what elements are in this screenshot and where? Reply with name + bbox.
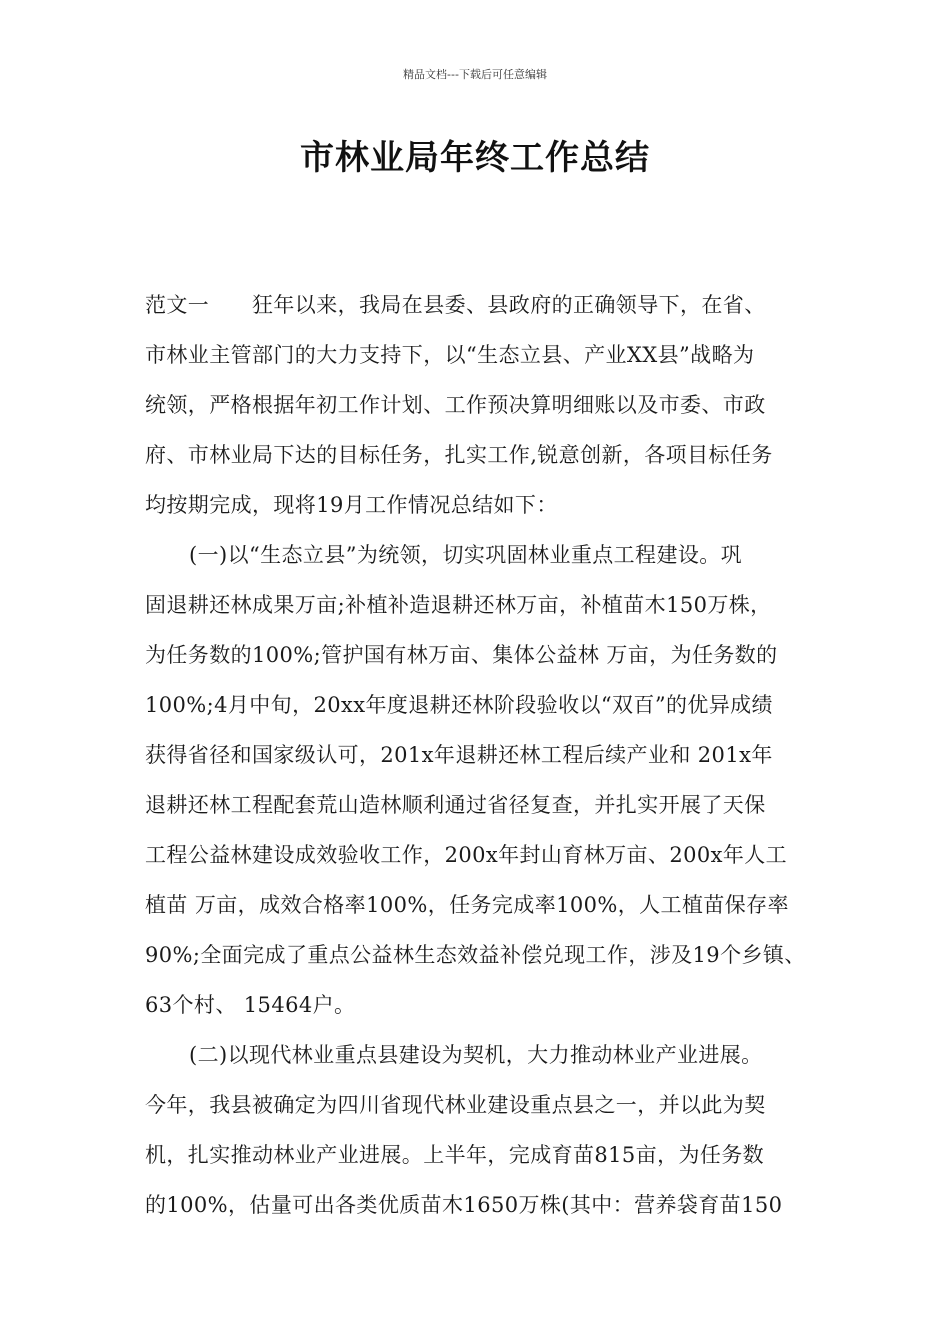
body-line: 统领，严格根据年初工作计划、工作预决算明细账以及市委、市政 xyxy=(145,393,766,417)
body-line: 今年，我县被确定为四川省现代林业建设重点县之一，并以此为契 xyxy=(145,1093,766,1117)
body-line: 市林业主管部门的大力支持下，以“生态立县、产业XX县”战略为 xyxy=(145,343,755,367)
body-line: 获得省径和国家级认可，201x年退耕还林工程后续产业和 201x年 xyxy=(145,743,773,767)
document-title: 市林业局年终工作总结 xyxy=(300,138,650,178)
body-line: 工程公益林建设成效验收工作，200x年封山育林万亩、200x年人工 xyxy=(145,843,788,867)
header-note: 精品文档---下载后可任意编辑 xyxy=(403,68,547,81)
body-line: 范文一 狂年以来，我局在县委、县政府的正确领导下，在省、 xyxy=(145,293,766,317)
body-line: 的100%，估量可出各类优质苗木1650万株(其中：营养袋育苗150 xyxy=(145,1193,783,1217)
body-line: 90%;全面完成了重点公益林生态效益补偿兑现工作，涉及19个乡镇、 xyxy=(145,943,806,967)
body-line: 退耕还林工程配套荒山造林顺利通过省径复查，并扎实开展了天保 xyxy=(145,793,766,817)
body-line: 为任务数的100%;管护国有林万亩、集体公益林 万亩，为任务数的 xyxy=(145,643,778,667)
body-line: 63个村、 15464户。 xyxy=(145,993,356,1017)
section-heading-line: (一)以“生态立县”为统领，切实巩固林业重点工程建设。巩 xyxy=(189,543,743,567)
document-body xyxy=(145,280,825,1230)
body-line: 府、市林业局下达的目标任务，扎实工作,锐意创新，各项目标任务 xyxy=(145,443,773,467)
body-line: 100%;4月中旬，20xx年度退耕还林阶段验收以“双百”的优异成绩 xyxy=(145,693,773,717)
body-line: 固退耕还林成果万亩;补植补造退耕还林万亩，补植苗木150万株， xyxy=(145,593,772,617)
body-line: 机，扎实推动林业产业进展。上半年，完成育苗815亩，为任务数 xyxy=(145,1143,765,1167)
body-line: 均按期完成，现将19月工作情况总结如下： xyxy=(145,493,558,517)
body-line: 植苗 万亩，成效合格率100%，任务完成率100%，人工植苗保存率 xyxy=(145,893,789,917)
section-heading-line: (二)以现代林业重点县建设为契机，大力推动林业产业进展。 xyxy=(189,1043,763,1067)
